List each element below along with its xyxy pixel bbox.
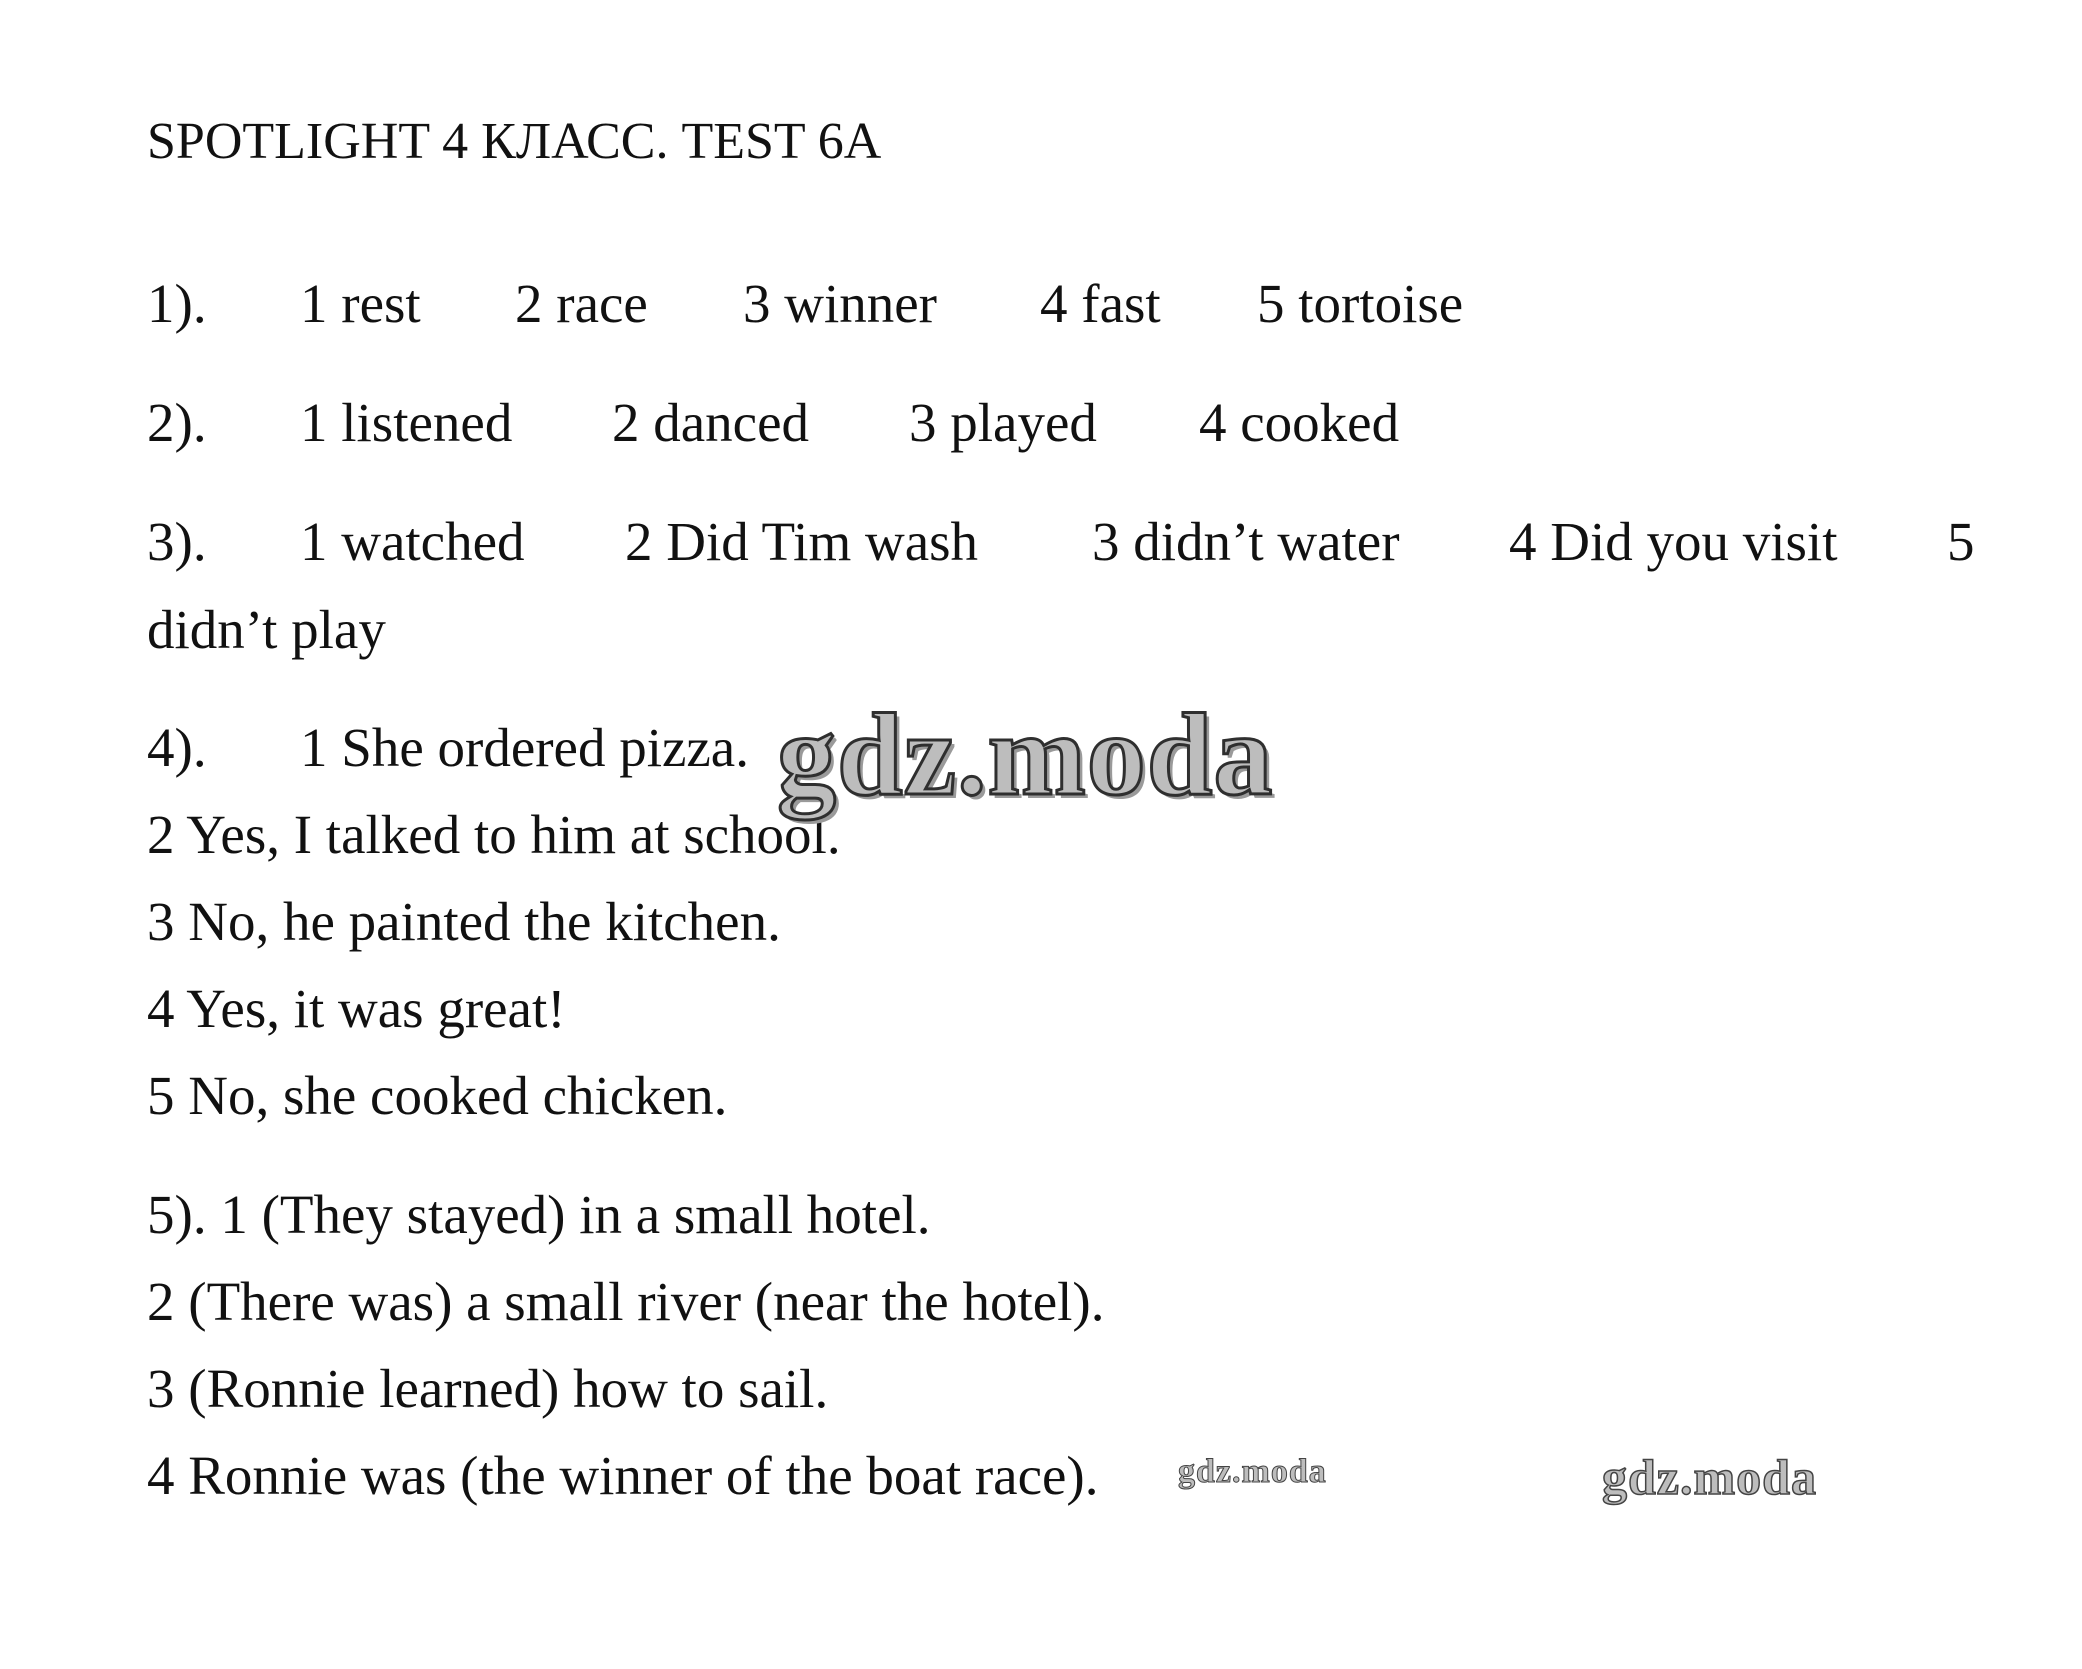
task-3-answer-1: 1 watched bbox=[300, 511, 525, 572]
task-2-number: 2). bbox=[147, 392, 207, 453]
page-title: SPOTLIGHT 4 КЛАСС. TEST 6A bbox=[147, 113, 882, 170]
task-2-answer-1: 1 listened bbox=[300, 392, 513, 453]
task-3-number: 3). bbox=[147, 511, 207, 572]
task-4-answer-5: 5 No, she cooked chicken. bbox=[147, 1065, 728, 1126]
task-3-answer-2: 2 Did Tim wash bbox=[625, 511, 979, 572]
task-1-number: 1). bbox=[147, 273, 207, 334]
task-4-answer-1: 1 She ordered pizza. bbox=[300, 717, 749, 778]
task-3-answer-3: 3 didn’t water bbox=[1092, 511, 1400, 572]
task-4-answer-4: 4 Yes, it was great! bbox=[147, 978, 566, 1039]
task-3-answer-4: 4 Did you visit bbox=[1509, 511, 1838, 572]
task-2-answer-4: 4 cooked bbox=[1199, 392, 1400, 453]
task-1-answer-1: 1 rest bbox=[300, 273, 421, 334]
task-3-continuation: didn’t play bbox=[147, 599, 386, 660]
watermark-large: gdz.moda bbox=[777, 689, 1274, 820]
task-1-answer-2: 2 race bbox=[515, 273, 648, 334]
task-4-answer-2: 2 Yes, I talked to him at school. bbox=[147, 804, 841, 865]
task-1-answer-5: 5 tortoise bbox=[1257, 273, 1464, 334]
task-5-answer-2: 2 (There was) a small river (near the hotel). bbox=[147, 1271, 1105, 1332]
task-2-answer-2: 2 danced bbox=[612, 392, 809, 453]
task-5-answer-3: 3 (Ronnie learned) how to sail. bbox=[147, 1358, 829, 1419]
task-2-answer-3: 3 played bbox=[909, 392, 1097, 453]
watermark-small-2: gdz.moda bbox=[1602, 1449, 1817, 1505]
task-1-answer-3: 3 winner bbox=[743, 273, 937, 334]
task-4-answer-3: 3 No, he painted the kitchen. bbox=[147, 891, 781, 952]
task-3-answer-5-number: 5 bbox=[1947, 511, 1975, 572]
task-4-number: 4). bbox=[147, 717, 207, 778]
task-1-answer-4: 4 fast bbox=[1040, 273, 1161, 334]
watermark-small-1: gdz.moda bbox=[1178, 1453, 1327, 1490]
task-5-answer-1: 5). 1 (They stayed) in a small hotel. bbox=[147, 1184, 931, 1245]
task-5-answer-4: 4 Ronnie was (the winner of the boat race). bbox=[147, 1445, 1099, 1506]
